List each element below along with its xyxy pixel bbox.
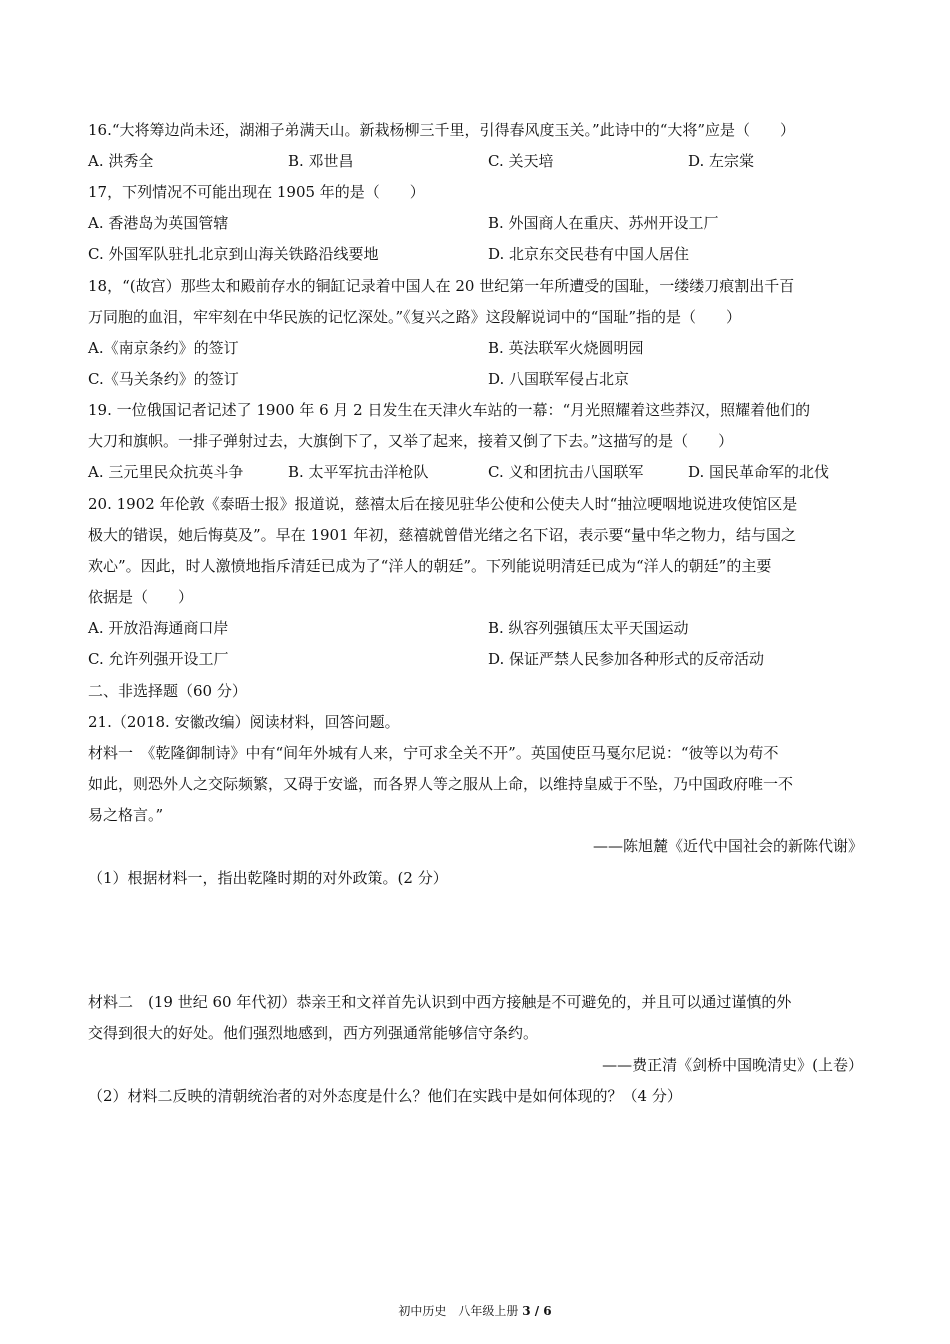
q20-options-row1 (88, 618, 863, 638)
q17-option-d: D. 北京东交民巷有中国人居住 (488, 245, 690, 263)
q21-material1-line1: 材料一 《乾隆御制诗》中有“间年外城有人来，宁可求全关不开”。英国使臣马戛尔尼说：“彼等以为苟不 (88, 744, 779, 762)
q20-option-b: B. 纵容列强镇压太平天国运动 (488, 619, 689, 637)
q20-stem-line4: 依据是（ ） (88, 588, 194, 606)
q19-stem-line2: 大刀和旗帜。一排子弹射过去，大旗倒下了，又举了起来，接着又倒了下去。”这描写的是（ ） (88, 432, 734, 450)
q20-stem-line1: 20. 1902 年伦敦《泰晤士报》报道说，慈禧太后在接见驻华公使和公使夫人时“抽泣哽咽地说进攻使馆区是 (88, 495, 798, 513)
q19-option-a: A. 三元里民众抗英斗争 (88, 463, 244, 481)
q18-stem-line2: 万同胞的血泪，牢牢刻在中华民族的记忆深处。”《复兴之路》这段解说词中的“国耻”指的是（ ） (88, 308, 742, 326)
q21-material1-line2: 如此，则恐外人之交际频繁，又碍于安谧，而各界人等之服从上命，以维持皇威于不坠，乃中国政府唯一不 (88, 775, 794, 793)
q19-option-d: D. 国民革命军的北伐 (688, 463, 830, 481)
page-footer (0, 1303, 950, 1319)
q20-option-a: A. 开放沿海通商口岸 (88, 619, 229, 637)
q18-options-row2 (88, 369, 863, 389)
q21-sub1: （1）根据材料一，指出乾隆时期的对外政策。(2 分） (88, 869, 448, 887)
q18-option-b: B. 英法联军火烧圆明园 (488, 339, 644, 357)
q21-material1-line3: 易之格言。” (88, 806, 164, 824)
q19-stem-line1: 19. 一位俄国记者记述了 1900 年 6 月 2 日发生在天津火车站的一幕：“月光照耀着这些莽汉，照耀着他们的 (88, 401, 811, 419)
q20-stem-line3: 欢心”。因此，时人激愤地指斥清廷已成为了“洋人的朝廷”。下列能说明清廷已成为“洋人的朝廷”的主要 (88, 557, 772, 575)
q21-material2-line2: 交得到很大的好处。他们强烈地感到，西方列强通常能够信守条约。 (88, 1024, 539, 1042)
q20-stem-line2: 极大的错误，她后悔莫及”。早在 1901 年初，慈禧就曾借光绪之名下诏，表示要“量中华之物力，结与国之 (88, 526, 797, 544)
q16-option-d: D. 左宗棠 (688, 152, 755, 170)
q17-options-row2 (88, 244, 863, 264)
q20-option-d: D. 保证严禁人民参加各种形式的反帝活动 (488, 650, 765, 668)
q21-material2-source: ——费正清《剑桥中国晚清史》(上卷） (602, 1056, 863, 1074)
q17-option-b: B. 外国商人在重庆、苏州开设工厂 (488, 214, 719, 232)
q18-option-d: D. 八国联军侵占北京 (488, 370, 630, 388)
q19-options (88, 462, 863, 482)
q17-stem: 17，下列情况不可能出现在 1905 年的是（ ） (88, 183, 425, 201)
q17-option-a: A. 香港岛为英国管辖 (88, 214, 229, 232)
q18-option-a: A.《南京条约》的签订 (88, 339, 239, 357)
q16-options (88, 151, 863, 171)
q20-options-row2 (88, 649, 863, 669)
q18-stem-line1: 18，“(故宫）那些太和殿前存水的铜缸记录着中国人在 20 世纪第一年所遭受的国耻，一缕缕刀痕割出千百 (88, 277, 795, 295)
q21-stem: 21.（2018. 安徽改编）阅读材料，回答问题。 (88, 713, 400, 731)
q21-material1-source: ——陈旭麓《近代中国社会的新陈代谢》 (592, 837, 863, 855)
q18-options-row1 (88, 338, 863, 358)
page-number: 3 / 6 (522, 1304, 552, 1318)
section2-heading: 二、非选择题（60 分） (88, 682, 247, 700)
q21-material2-line1: 材料二 (19 世纪 60 年代初）恭亲王和文祥首先认识到中西方接触是不可避免的，并且可以通过谨慎的外 (88, 993, 792, 1011)
q16-option-a: A. 洪秀全 (88, 152, 154, 170)
q16-option-c: C. 关天培 (488, 152, 554, 170)
q17-option-c: C. 外国军队驻扎北京到山海关铁路沿线要地 (88, 245, 379, 263)
q19-option-c: C. 义和团抗击八国联军 (488, 463, 644, 481)
q18-option-c: C.《马关条约》的签订 (88, 370, 239, 388)
q16-option-b: B. 邓世昌 (288, 152, 354, 170)
q17-options-row1 (88, 213, 863, 233)
q16-stem: 16.“大将筹边尚未还，湖湘子弟满天山。新栽杨柳三千里，引得春风度玉关。”此诗中的“大将”应是（ ） (88, 121, 796, 139)
footer-text: 初中历史 八年级上册 (398, 1304, 519, 1318)
q20-option-c: C. 允许列强开设工厂 (88, 650, 229, 668)
q19-option-b: B. 太平军抗击洋枪队 (288, 463, 429, 481)
q21-sub2: （2）材料二反映的清朝统治者的对外态度是什么？他们在实践中是如何体现的？（4 分） (88, 1087, 682, 1105)
